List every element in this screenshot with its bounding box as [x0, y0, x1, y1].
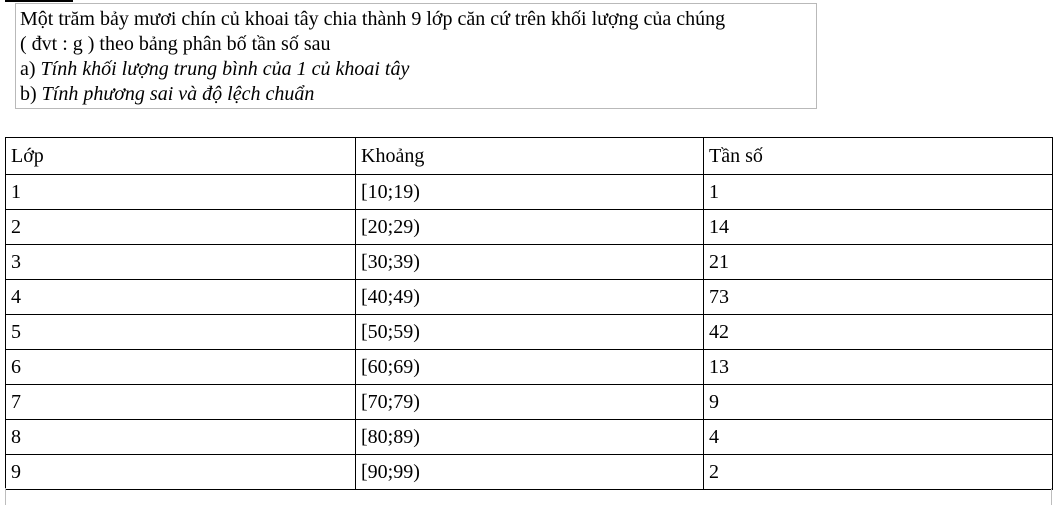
table-row	[6, 245, 1053, 280]
cell-frequency: 13	[704, 350, 1053, 385]
problem-line-1: Một trăm bảy mươi chín củ khoai tây chia thành 9 lớp căn cứ trên khối lượng của chúng	[20, 8, 726, 30]
cell-interval: [30;39)	[356, 245, 704, 280]
cell-frequency: 4	[704, 420, 1053, 455]
top-divider	[5, 0, 73, 2]
question-b	[20, 81, 816, 106]
cell-frequency: 14	[704, 210, 1053, 245]
question-a	[20, 56, 816, 81]
table-row	[6, 350, 1053, 385]
cell-frequency: 2	[704, 455, 1053, 490]
cell-class: 6	[6, 350, 356, 385]
table-row	[6, 210, 1053, 245]
cell-class: 3	[6, 245, 356, 280]
cell-frequency: 1	[704, 175, 1053, 210]
page-edge-left	[5, 488, 6, 505]
cell-interval: [80;89)	[356, 420, 704, 455]
table-row	[6, 315, 1053, 350]
cell-frequency: 21	[704, 245, 1053, 280]
table-header-row	[6, 138, 1053, 175]
header-frequency: Tần số	[704, 138, 1053, 175]
table-row	[6, 385, 1053, 420]
frequency-table-container	[5, 137, 1052, 490]
cell-class: 9	[6, 455, 356, 490]
page-edge-right	[1051, 488, 1052, 505]
cell-interval: [70;79)	[356, 385, 704, 420]
frequency-table	[5, 137, 1053, 490]
cell-frequency: 42	[704, 315, 1053, 350]
question-b-text: Tính phương sai và độ lệch chuẩn	[41, 83, 315, 105]
header-interval: Khoảng	[356, 138, 704, 175]
table-row	[6, 420, 1053, 455]
cell-interval: [60;69)	[356, 350, 704, 385]
header-class: Lớp	[6, 138, 356, 175]
table-row	[6, 175, 1053, 210]
cell-frequency: 9	[704, 385, 1053, 420]
table-row	[6, 280, 1053, 315]
question-a-label: a)	[20, 58, 36, 80]
cell-class: 5	[6, 315, 356, 350]
cell-class: 7	[6, 385, 356, 420]
cell-interval: [40;49)	[356, 280, 704, 315]
problem-line-2: ( đvt : g ) theo bảng phân bố tần số sau	[20, 33, 331, 55]
cell-class: 2	[6, 210, 356, 245]
cell-interval: [20;29)	[356, 210, 704, 245]
cell-frequency: 73	[704, 280, 1053, 315]
cell-interval: [50;59)	[356, 315, 704, 350]
cell-class: 8	[6, 420, 356, 455]
cell-interval: [10;19)	[356, 175, 704, 210]
question-a-text: Tính khối lượng trung bình của 1 củ khoai tây	[40, 58, 410, 80]
cell-class: 4	[6, 280, 356, 315]
cell-class: 1	[6, 175, 356, 210]
problem-statement-box	[15, 3, 817, 109]
question-b-label: b)	[20, 83, 37, 105]
table-row	[6, 455, 1053, 490]
cell-interval: [90;99)	[356, 455, 704, 490]
